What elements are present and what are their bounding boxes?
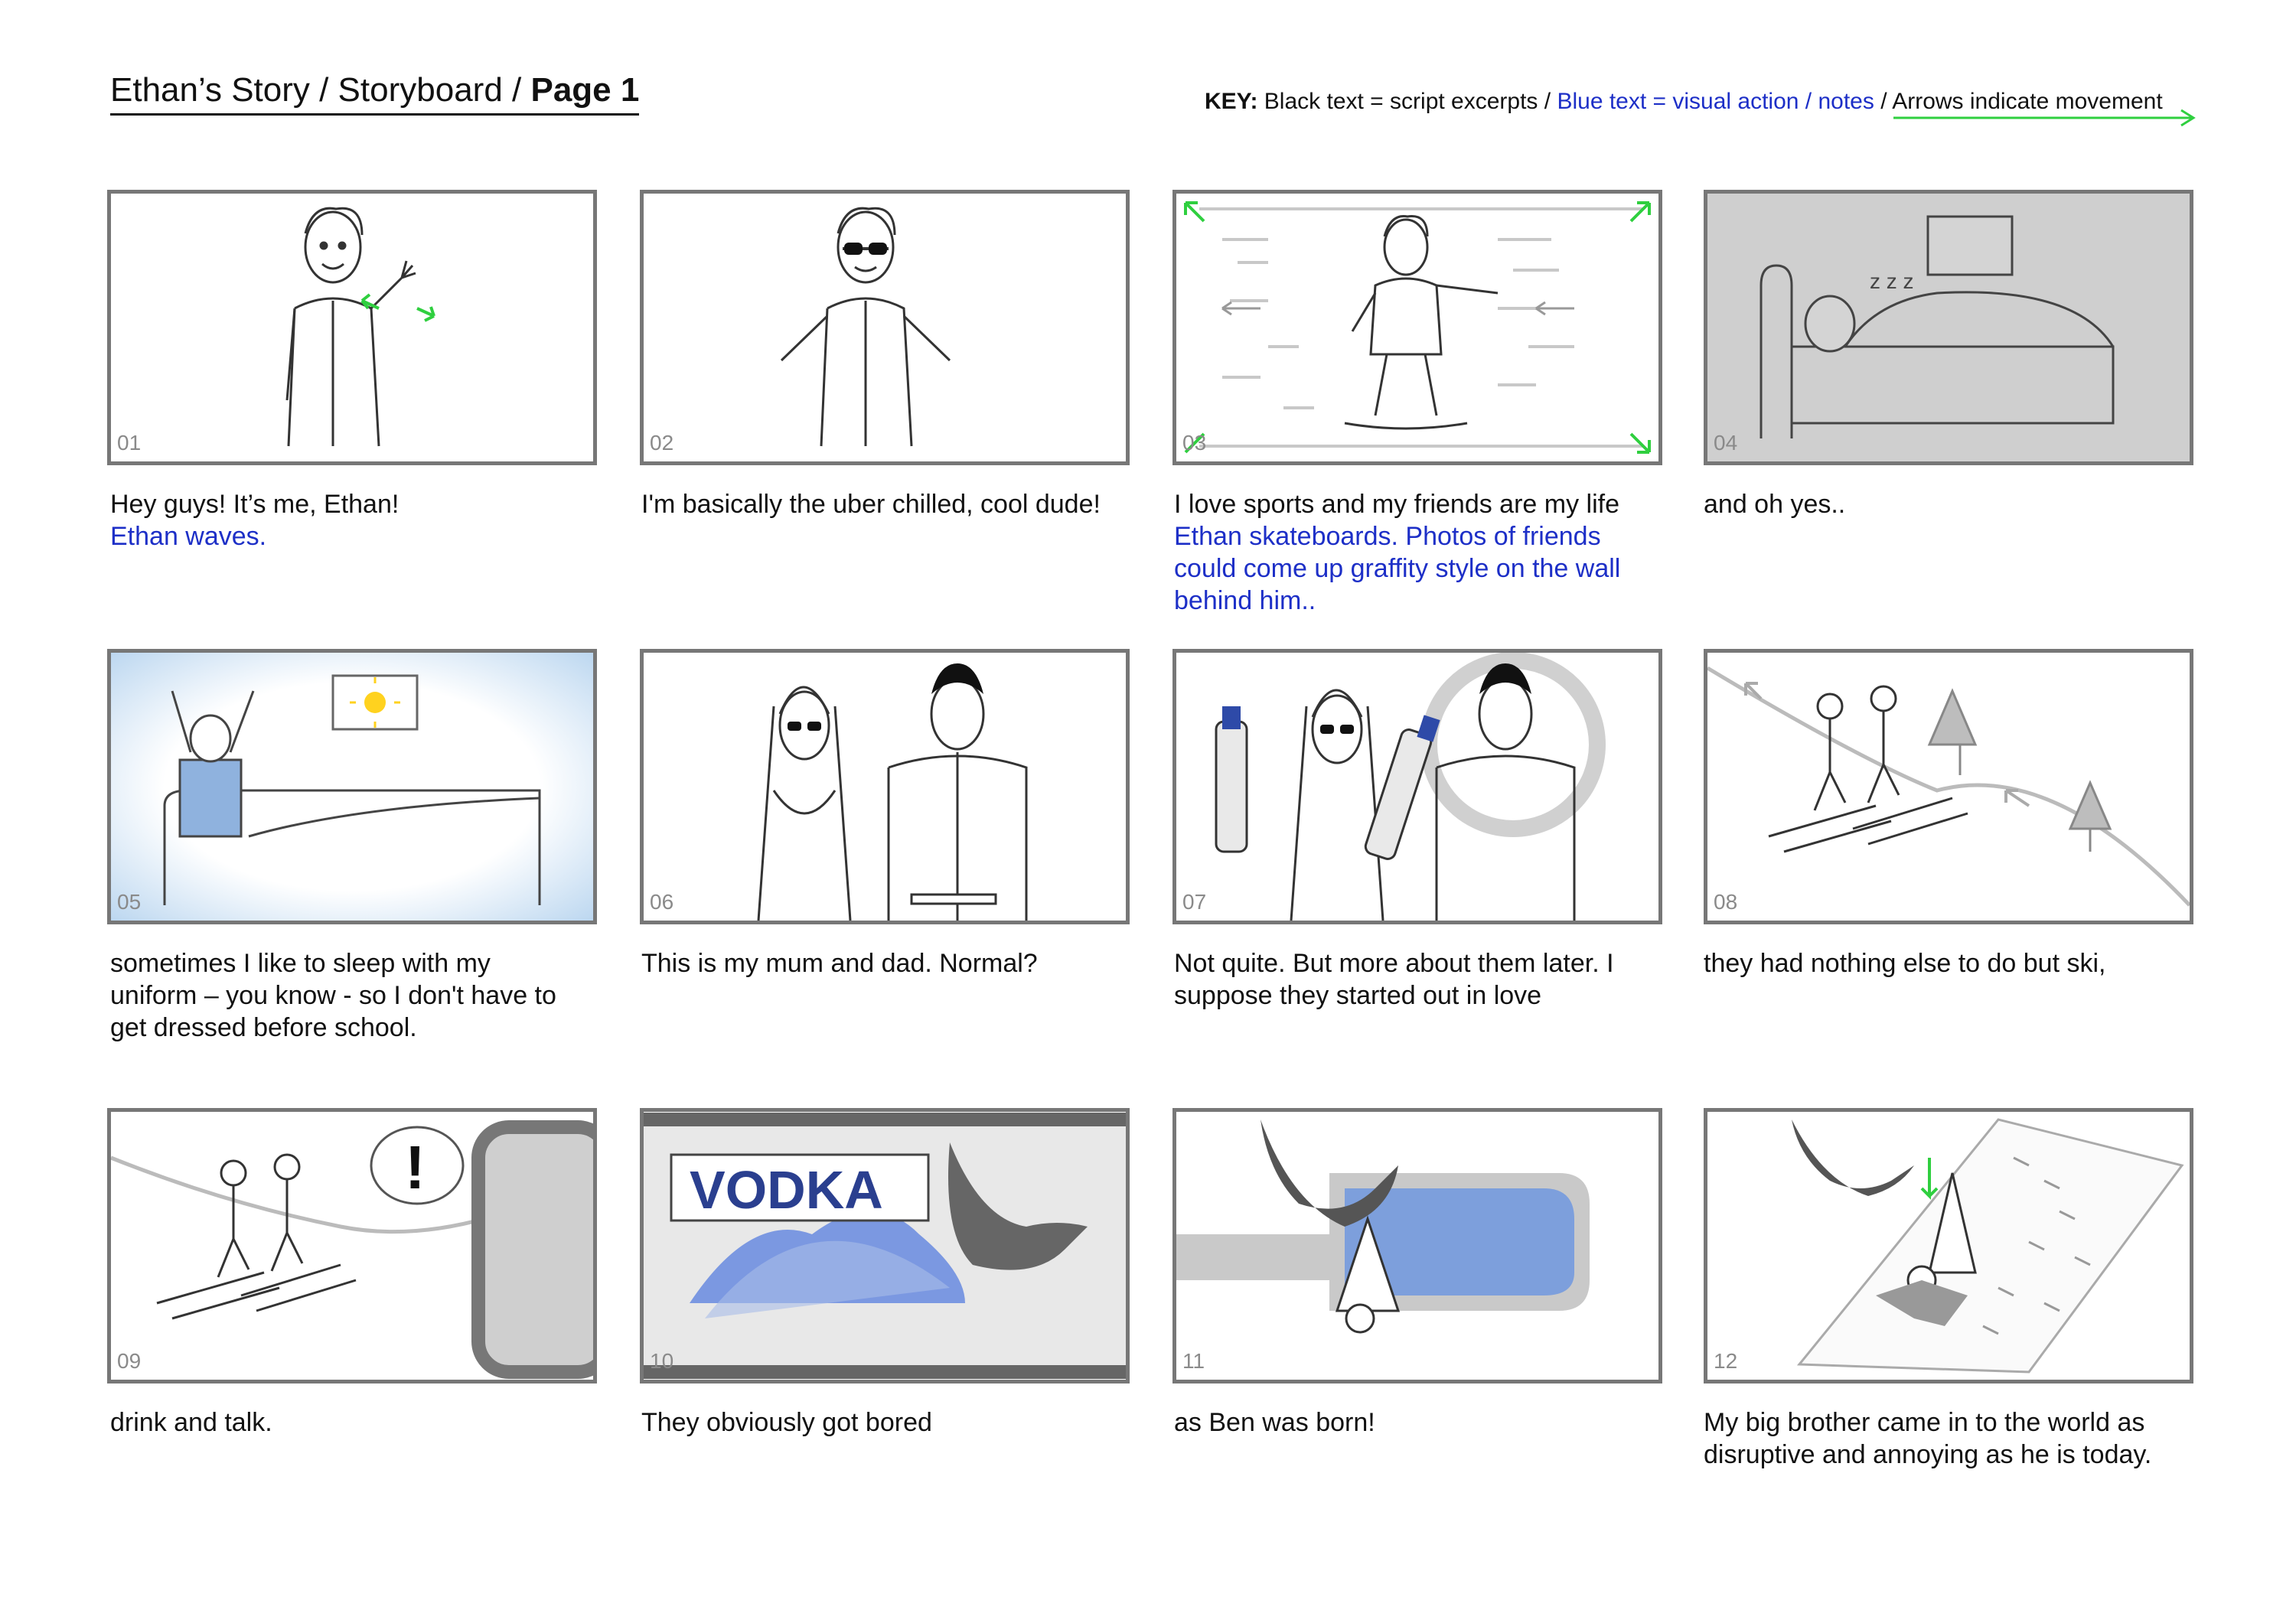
script-line: suppose they started out in love [1174,981,1542,1010]
note-line: Ethan skateboards. Photos of friends [1174,522,1601,551]
ethan-sleeping-illustration [1707,194,2190,461]
mum-dad-vodka-illustration [1176,653,1658,921]
script-line: as Ben was born! [1174,1408,1375,1437]
baby-crash-illustration [1707,1112,2190,1380]
script-line: drink and talk. [110,1408,272,1437]
caption-06 [641,947,1139,979]
script-line: This is my mum and dad. Normal? [641,949,1038,978]
panel-number: 06 [650,890,674,914]
key-label: KEY: [1205,89,1258,114]
script-line: My big brother came in to the world as [1704,1408,2145,1437]
key-black-text: Black text = script excerpts [1264,89,1538,114]
panel-number: 11 [1182,1349,1205,1373]
speech-exclamation-text: ! [405,1133,426,1201]
panel-06 [640,649,1130,924]
panel-number: 07 [1182,890,1207,914]
page-title: Ethan’s Story / Storyboard / Page 1 [110,73,639,116]
key-separator: / [1874,89,1893,114]
caption-05 [110,947,608,1044]
script-line: I'm basically the uber chilled, cool dude! [641,490,1101,519]
panel-number: 08 [1714,890,1738,914]
note-line: Ethan waves. [110,522,267,551]
caption-04 [1704,488,2201,520]
panel-07 [1172,649,1662,924]
ethan-skateboard-illustration [1176,194,1658,461]
script-line: and oh yes.. [1704,490,1846,519]
caption-11 [1174,1406,1671,1439]
key-separator: / [1538,89,1557,114]
panel-08 [1704,649,2193,924]
caption-10 [641,1406,1139,1439]
caption-08 [1704,947,2201,979]
panel-05 [107,649,597,924]
parents-skiing-illustration [1707,653,2190,921]
panel-number: 04 [1714,431,1738,455]
key-blue-text: Blue text = visual action / notes [1557,89,1874,114]
caption-03 [1174,488,1671,617]
ethan-sunglasses-illustration [644,194,1126,461]
panel-04 [1704,190,2193,465]
panel-03 [1172,190,1662,465]
mum-and-dad-illustration [644,653,1126,921]
panel-number: 01 [117,431,142,455]
panel-02 [640,190,1130,465]
script-line: They obviously got bored [641,1408,932,1437]
caption-09 [110,1406,608,1439]
panel-number: 09 [117,1349,142,1373]
caption-07 [1174,947,1671,1012]
note-line: could come up graffity style on the wall [1174,554,1621,583]
vodka-bottle-stork-illustration [644,1112,1126,1380]
ethan-waving-illustration [111,194,593,461]
stork-delivers-baby-illustration [1176,1112,1658,1380]
script-line: I love sports and my friends are my life [1174,490,1620,519]
script-line: get dressed before school. [110,1013,417,1042]
key-arrows-text: Arrows indicate movement [1892,89,2163,114]
parents-talking-illustration [111,1112,593,1380]
green-arrow-icon [1892,107,2198,130]
panel-10 [640,1108,1130,1383]
panel-number: 03 [1182,431,1207,455]
panel-number: 05 [117,890,142,914]
caption-02 [641,488,1139,520]
script-line: sometimes I like to sleep with my [110,949,491,978]
script-line: uniform – you know - so I don't have to [110,981,556,1010]
panel-12 [1704,1108,2193,1383]
note-line: behind him.. [1174,586,1316,615]
panel-09 [107,1108,597,1383]
sleep-zzz-text: z z z [1870,269,1914,293]
caption-12 [1704,1406,2201,1471]
script-line: Not quite. But more about them later. I [1174,949,1614,978]
vodka-label-text: VODKA [690,1160,883,1220]
panel-01 [107,190,597,465]
script-line: Hey guys! It’s me, Ethan! [110,490,400,519]
panel-number: 10 [650,1349,674,1373]
ethan-waking-illustration [111,653,593,921]
panel-11 [1172,1108,1662,1383]
script-line: they had nothing else to do but ski, [1704,949,2106,978]
panel-number: 12 [1714,1349,1738,1373]
caption-01 [110,488,608,552]
panel-number: 02 [650,431,674,455]
script-line: disruptive and annoying as he is today. [1704,1440,2152,1469]
